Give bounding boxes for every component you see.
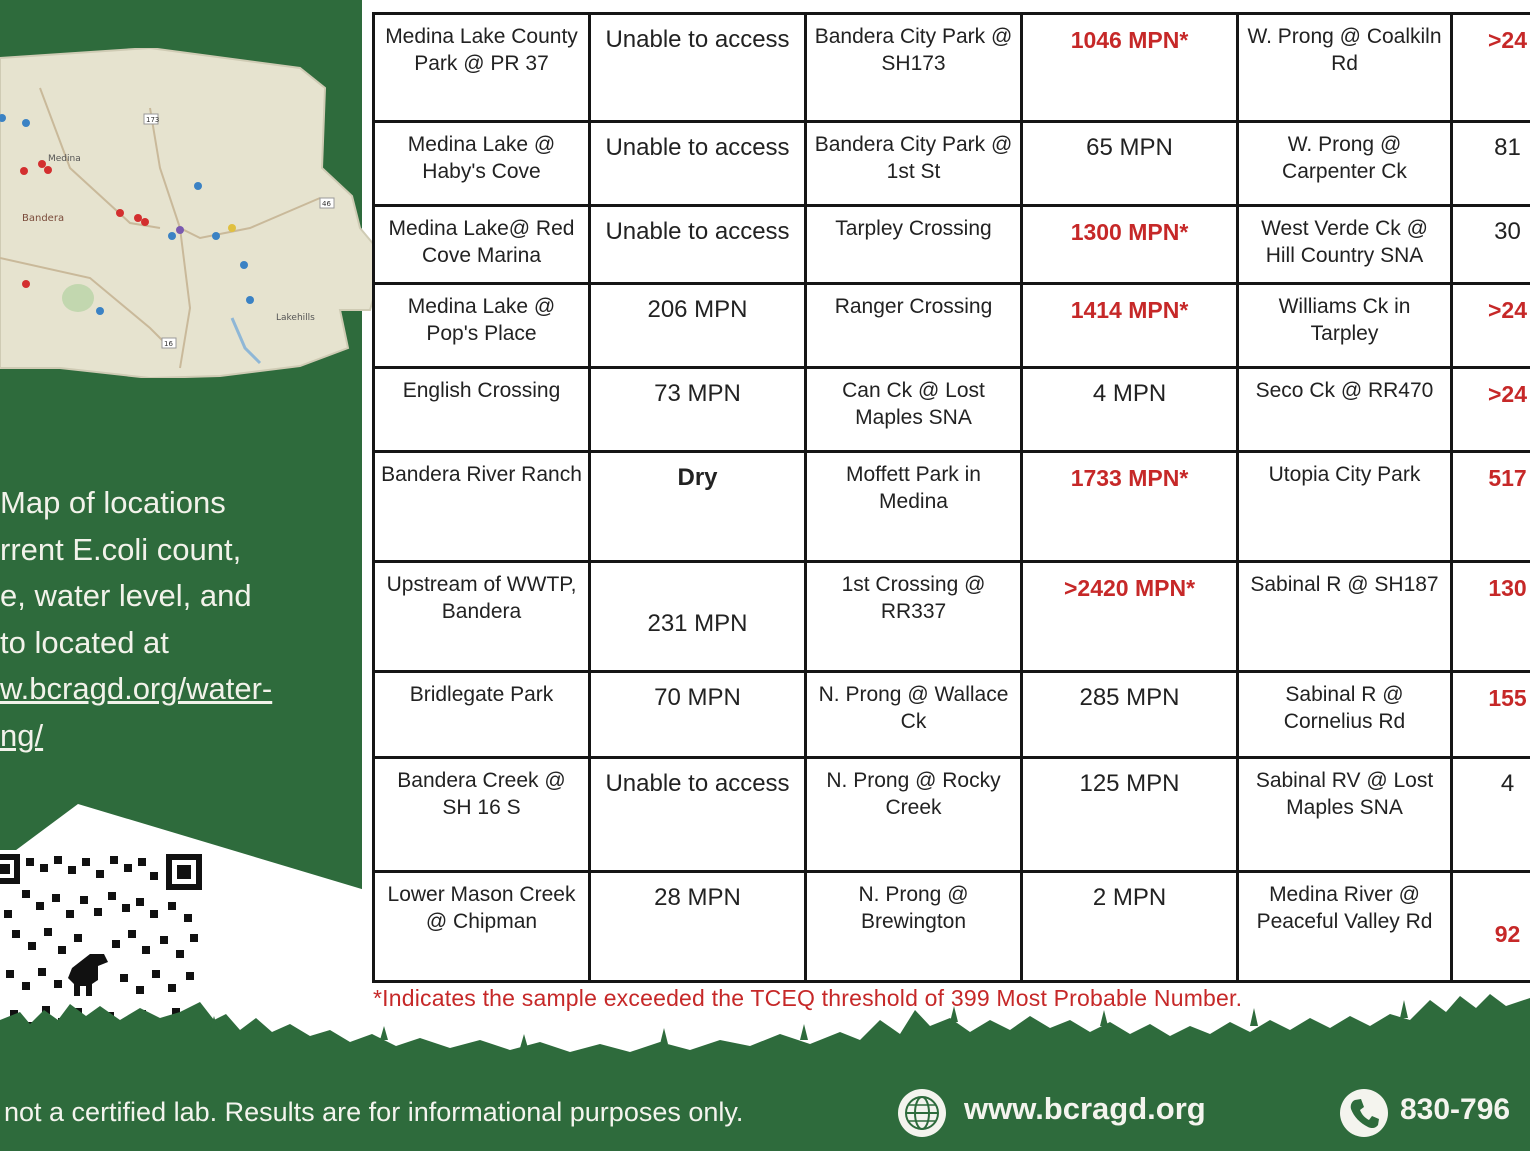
map-town-label: Lakehills <box>276 313 315 323</box>
ecoli-value-cell: >24 <box>1452 284 1530 368</box>
ecoli-value-cell: Dry <box>590 452 806 562</box>
ecoli-value-cell: 125 MPN <box>1022 758 1238 872</box>
site-name-cell: Seco Ck @ RR470 <box>1238 368 1452 452</box>
ecoli-value-cell: 30 <box>1452 206 1530 284</box>
ecoli-value-cell: 70 MPN <box>590 672 806 758</box>
ecoli-value-cell: 73 MPN <box>590 368 806 452</box>
location-map[interactable] <box>0 48 385 378</box>
ecoli-value-cell: 517 <box>1452 452 1530 562</box>
ecoli-value-cell: Unable to access <box>590 14 806 122</box>
map-route-shield: 16 <box>164 340 173 348</box>
table-row <box>374 562 1530 672</box>
site-name-cell: Ranger Crossing <box>806 284 1022 368</box>
table-row <box>374 122 1530 206</box>
site-name-cell: N. Prong @ Brewington <box>806 872 1022 982</box>
ecoli-value-cell: 231 MPN <box>590 562 806 672</box>
site-name-cell: Bridlegate Park <box>374 672 590 758</box>
ecoli-value-cell: 4 <box>1452 758 1530 872</box>
site-name-cell: Upstream of WWTP, Bandera <box>374 562 590 672</box>
lab-disclaimer: not a certified lab. Results are for informational purposes only. <box>4 1097 744 1127</box>
site-name-cell: Bandera City Park @ 1st St <box>806 122 1022 206</box>
ecoli-value-cell: Unable to access <box>590 206 806 284</box>
site-name-cell: Sabinal RV @ Lost Maples SNA <box>1238 758 1452 872</box>
site-name-cell: N. Prong @ Wallace Ck <box>806 672 1022 758</box>
ecoli-value-cell: 28 MPN <box>590 872 806 982</box>
table-row <box>374 452 1530 562</box>
ecoli-value-cell: 130 <box>1452 562 1530 672</box>
table-row <box>374 368 1530 452</box>
site-name-cell: West Verde Ck @ Hill Country SNA <box>1238 206 1452 284</box>
ecoli-value-cell: Unable to access <box>590 122 806 206</box>
site-name-cell: Williams Ck in Tarpley <box>1238 284 1452 368</box>
water-quality-link-cont[interactable]: ng/ <box>0 717 44 753</box>
ecoli-value-cell: 1300 MPN* <box>1022 206 1238 284</box>
map-description-line: to located at <box>0 624 169 660</box>
map-description-line: Map of locations <box>0 485 226 520</box>
map-description <box>0 480 360 759</box>
ecoli-value-cell: 155 <box>1452 672 1530 758</box>
ecoli-value-cell: 81 <box>1452 122 1530 206</box>
ecoli-value-cell: 4 MPN <box>1022 368 1238 452</box>
site-name-cell: Bandera River Ranch <box>374 452 590 562</box>
site-name-cell: Bandera Creek @ SH 16 S <box>374 758 590 872</box>
globe-icon <box>896 1087 948 1139</box>
site-name-cell: Sabinal R @ SH187 <box>1238 562 1452 672</box>
phone-icon <box>1338 1087 1390 1139</box>
site-name-cell: Medina Lake County Park @ PR 37 <box>374 14 590 122</box>
table-row <box>374 872 1530 982</box>
map-route-shield: 173 <box>146 116 160 124</box>
website-link[interactable]: www.bcragd.org <box>964 1091 1206 1126</box>
site-name-cell: Can Ck @ Lost Maples SNA <box>806 368 1022 452</box>
site-name-cell: Tarpley Crossing <box>806 206 1022 284</box>
site-name-cell: Medina Lake @ Haby's Cove <box>374 122 590 206</box>
ecoli-value-cell: 1414 MPN* <box>1022 284 1238 368</box>
ecoli-results-table <box>372 12 1530 983</box>
site-name-cell: W. Prong @ Carpenter Ck <box>1238 122 1452 206</box>
map-town-label: Bandera <box>22 213 65 224</box>
threshold-footnote: *Indicates the sample exceeded the TCEQ threshold of 399 Most Probable Number. <box>373 985 1243 1011</box>
site-name-cell: Bandera City Park @ SH173 <box>806 14 1022 122</box>
ecoli-value-cell: 206 MPN <box>590 284 806 368</box>
site-name-cell: Moffett Park in Medina <box>806 452 1022 562</box>
site-name-cell: Sabinal R @ Cornelius Rd <box>1238 672 1452 758</box>
site-name-cell: 1st Crossing @ RR337 <box>806 562 1022 672</box>
water-quality-link[interactable]: w.bcragd.org/water- <box>0 671 273 706</box>
table-row <box>374 672 1530 758</box>
ecoli-value-cell: >24 <box>1452 14 1530 122</box>
site-name-cell: W. Prong @ Coalkiln Rd <box>1238 14 1452 122</box>
table-row <box>374 758 1530 872</box>
ecoli-value-cell: 2 MPN <box>1022 872 1238 982</box>
phone-number[interactable]: 830-796 <box>1400 1093 1511 1126</box>
ecoli-value-cell: 92 <box>1452 872 1530 982</box>
site-name-cell: Medina Lake @ Pop's Place <box>374 284 590 368</box>
map-town-label: Medina <box>48 154 81 164</box>
site-name-cell: Utopia City Park <box>1238 452 1452 562</box>
site-name-cell: English Crossing <box>374 368 590 452</box>
ecoli-value-cell: 1046 MPN* <box>1022 14 1238 122</box>
ecoli-value-cell: 65 MPN <box>1022 122 1238 206</box>
map-route-shield: 46 <box>322 200 331 208</box>
site-name-cell: Lower Mason Creek @ Chipman <box>374 872 590 982</box>
map-description-line: e, water level, and <box>0 578 252 613</box>
ecoli-results-table-area <box>372 12 1530 984</box>
site-name-cell: N. Prong @ Rocky Creek <box>806 758 1022 872</box>
ecoli-value-cell: >24 <box>1452 368 1530 452</box>
ecoli-value-cell: 285 MPN <box>1022 672 1238 758</box>
ecoli-value-cell: Unable to access <box>590 758 806 872</box>
map-description-line: rrent E.coli count, <box>0 531 242 567</box>
ecoli-value-cell: 1733 MPN* <box>1022 452 1238 562</box>
table-row <box>374 206 1530 284</box>
table-row <box>374 14 1530 122</box>
site-name-cell: Medina River @ Peaceful Valley Rd <box>1238 872 1452 982</box>
site-name-cell: Medina Lake@ Red Cove Marina <box>374 206 590 284</box>
ecoli-value-cell: >2420 MPN* <box>1022 562 1238 672</box>
table-row <box>374 284 1530 368</box>
